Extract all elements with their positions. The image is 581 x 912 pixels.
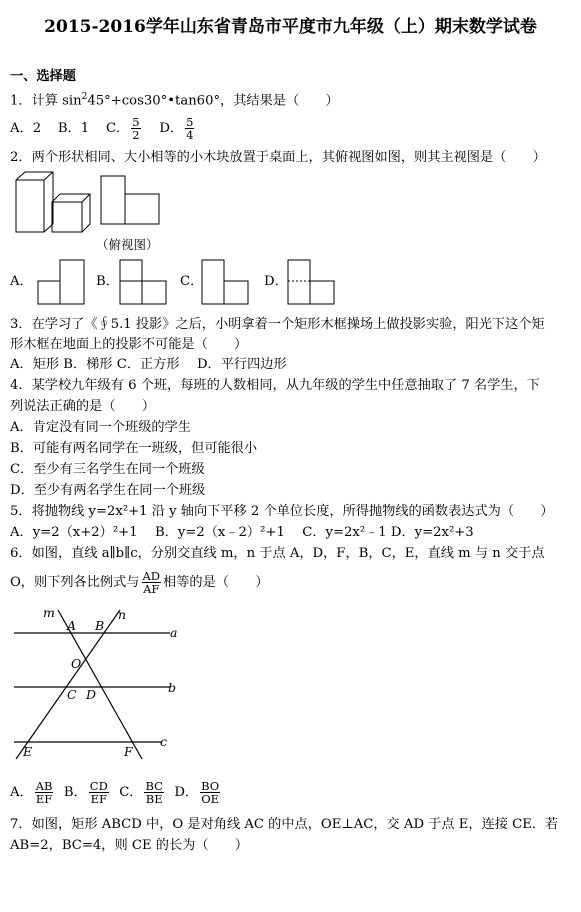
option-d-fraction: $\frac{BO}{OE}$ [201, 779, 220, 806]
label-m: m [43, 605, 55, 620]
option-a: A．2 [10, 121, 42, 136]
option-a: A． [10, 785, 33, 800]
question-6-line-1: 6．如图，直线 a∥b∥c，分别交直线 m，n 于点 A，D，F，B，C，E，直线 m 与 n 交于点 [10, 546, 545, 561]
question-3-line-2: 形木框在地面上的投影不可能是（ ） [10, 337, 248, 352]
option-c: C． [105, 121, 130, 136]
top-view-caption: （俯视图） [96, 237, 159, 252]
question-2-stem: 2．两个形状相同、大小相等的小木块放置于桌面上，其俯视图如图，则其主视图是（ ） [10, 150, 546, 165]
question-6-line-2: O，则下列各比例式与 $\frac{AD}{AF}$ 相等的是（ ） [10, 569, 269, 596]
question-1-options [10, 114, 196, 144]
question-2-option-a: A． [10, 274, 33, 289]
label-c: c [160, 734, 168, 749]
option-d: D． [159, 121, 184, 136]
option-d: D． [174, 785, 199, 800]
option-b-fraction: $\frac{CD}{EF}$ [89, 779, 108, 806]
label-F: F [124, 744, 133, 759]
option-a-fraction: $\frac{AB}{EF}$ [35, 779, 53, 806]
question-6-fraction: $\frac{AD}{AF}$ [142, 569, 161, 596]
question-7-line-1: 7．如图，矩形 ABCD 中，O 是对角线 AC 的中点，OE⊥AC，交 AD 于点 E，连接 CE．若 [10, 817, 559, 832]
option-c: C． [119, 785, 143, 800]
option-c-fraction: $\frac{5}{2}$ [132, 115, 140, 142]
option-c-fraction: $\frac{BC}{BE}$ [145, 779, 163, 806]
option-d-fraction: $\frac{5}{4}$ [186, 115, 194, 142]
question-4-option-c: C．至少有三名学生在同一个班级 [10, 462, 205, 477]
page-title: 2015-2016学年山东省青岛市平度市九年级（上）期末数学试卷 [44, 17, 537, 37]
question-2-option-d: D． [264, 274, 288, 289]
question-2-option-b: B． [96, 274, 119, 289]
question-4-option-d: D．至少有两名学生在同一个班级 [10, 483, 206, 498]
question-7-line-2: AB=2，BC=4，则 CE 的长为（ ） [10, 838, 249, 853]
question-4-option-b: B．可能有两名同学在一班级，但可能很小 [10, 441, 258, 456]
label-O: O [71, 656, 82, 671]
label-n: n [118, 607, 127, 622]
option-a-shape-left [38, 281, 60, 304]
label-b: b [168, 680, 177, 695]
question-4-option-a: A．肯定没有同一个班级的学生 [10, 420, 191, 435]
label-a: a [170, 625, 178, 640]
option-b: B．1 [57, 121, 90, 136]
option-a-shape-right [60, 260, 84, 304]
question-6-options [10, 774, 222, 812]
front-view-options [0, 256, 581, 316]
label-B: B [95, 618, 105, 633]
label-D: D [86, 687, 97, 702]
parallel-lines-figure [14, 604, 214, 764]
label-A: A [67, 618, 77, 633]
question-4-line-2: 列说法正确的是（ ） [10, 399, 156, 414]
option-b: B． [63, 785, 87, 800]
question-5-stem: 5．将抛物线 y=2x²+1 沿 y 轴向下平移 2 个单位长度，所得抛物线的函数表达式为（ ） [10, 504, 554, 519]
question-1-stem: 1．计算 $\sin^245^\circ+\cos 30^\circ•\tan 60^\circ$，其结果是（ ） [10, 92, 339, 109]
label-C: C [67, 687, 77, 702]
question-3-line-1: 3．在学习了《∮5.1 投影》之后，小明拿着一个矩形木框操场上做投影实验，阳光下这个矩 [10, 317, 545, 332]
question-4-line-1: 4．某学校九年级有 6 个班，每班的人数相同，从九年级的学生中任意抽取了 7 名学生，下 [10, 378, 540, 393]
label-E: E [23, 744, 33, 759]
question-2-option-c: C． [180, 274, 204, 289]
question-5-options: A．y=2（x+2）²+1 B．y=2（x﹣2）²+1 C．y=2x²﹣1 D．y=2x²+3 [10, 525, 474, 540]
section-heading: 一、选择题 [10, 69, 76, 84]
question-3-options: A．矩形 B．梯形 C．正方形 D．平行四边形 [10, 357, 287, 372]
